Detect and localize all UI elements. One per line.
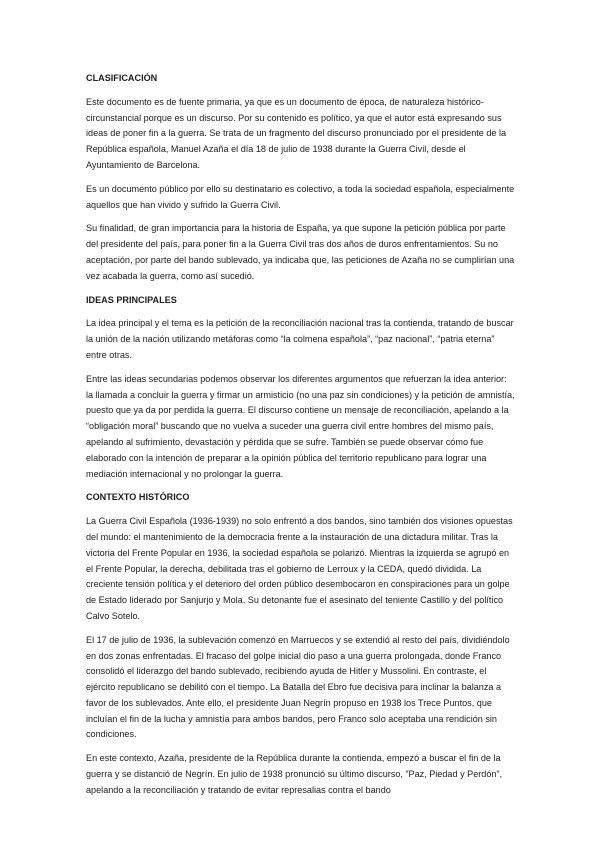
document-body	[86, 71, 516, 807]
paragraph: Su finalidad, de gran importancia para la historia de España, ya que supone la petición pública por parte del presidente del país, para poner fin a la Guerra Civil tras dos años de duros enfrentamientos. Su no aceptación, por parte del bando sublevado, ya indicaba que, las peticiones de Azaña no se cumplirían una vez acabada la guerra, como así sucedió.	[86, 223, 515, 281]
section-heading-clasificacion: CLASIFICACIÓN	[86, 73, 158, 83]
paragraph: Entre las ideas secundarias podemos observar los diferentes argumentos que refuerzan la idea anterior: la llamada a concluir la guerra y firmar un armisticio (no una paz sin condiciones) y la petición de amnistía, puesto que ya da por perdida la guerra. El discurso contiene un mensaje de reconciliación, apelando a la “obligación moral” buscando que no vuelva a suceder una guerra civil entre hombres del mismo país, apelando al sufrimiento, devastación y pérdida que se sufre. También se puede observar cómo fue elaborado con la intención de preparar a la opinión pública del territorio republicano para lograr una mediación internacional y no prolongar la guerra.	[86, 373, 515, 479]
paragraph: Este documento es de fuente primaria, ya que es un documento de época, de naturaleza histórico-circunstancial porque es un discurso. Por su contenido es político, ya que el autor está expresando sus ideas de poner fin a la guerra. Se trata de un fragmento del discurso pronunciado por el presidente de la República española, Manuel Azaña el día 18 de julio de 1938 durante la Guerra Civil, desde el Ayuntamiento de Barcelona.	[86, 96, 507, 170]
paragraph: En este contexto, Azaña, presidente de la República durante la contienda, empezó a buscar el fin de la guerra y se distanció de Negrín. En julio de 1938 pronunció su último discurso, “Paz, Piedad y Perdón”, apelando a la reconciliación y tratando de evitar represalias contra el bando	[86, 753, 503, 795]
paragraph: El 17 de julio de 1936, la sublevación comenzó en Marruecos y se extendió al resto del país, dividiéndolo en dos zonas enfrentadas. El fracaso del golpe inicial dio paso a una guerra prolongada, donde Franco consolidó el liderazgo del bando sublevado, recibiendo ayuda de Hitler y Mussolini. En contraste, el ejército republicano se debilitó con el tiempo. La Batalla del Ebro fue decisiva para inclinar la balanza a favor de los sublevados. Ante ello, el presidente Juan Negrín propuso en 1938 los Trece Puntos, que incluían el fin de la lucha y amnistía para ambos bandos, pero Franco solo aceptaba una rendición sin condiciones.	[86, 634, 510, 740]
paragraph: La Guerra Civil Española (1936-1939) no solo enfrentó a dos bandos, sino también dos visiones opuestas del mundo: el mantenimiento de la democracia frente a la instauración de una dictadura militar. Tras la victoria del Frente Popular en 1936, la sociedad española se polarizó. Mientras la izquierda se agrupó en el Frente Popular, la derecha, debilitada tras el gobierno de Lerroux y la CEDA, quedó dividida. La creciente tensión política y el deterioro del orden público desembocaron en conspiraciones para un golpe de Estado liderado por Sanjurjo y Mola. Su detonante fue el asesinato del teniente Castillo y del político Calvo Sotelo.	[86, 516, 513, 621]
paragraph: La idea principal y el tema es la petición de la reconciliación nacional tras la contienda, tratando de buscar la unión de la nación utilizando metáforas como “la colmena española”, “paz nacional”, “patria eterna” entre otras.	[86, 318, 514, 360]
section-heading-contexto-historico: CONTEXTO HISTÓRICO	[86, 492, 190, 503]
paragraph: Es un documento público por ello su destinatario es colectivo, a toda la sociedad española, especialmente aquellos que han vivido y sufrido la Guerra Civil.	[86, 183, 515, 210]
section-heading-ideas-principales: IDEAS PRINCIPALES	[86, 294, 177, 305]
